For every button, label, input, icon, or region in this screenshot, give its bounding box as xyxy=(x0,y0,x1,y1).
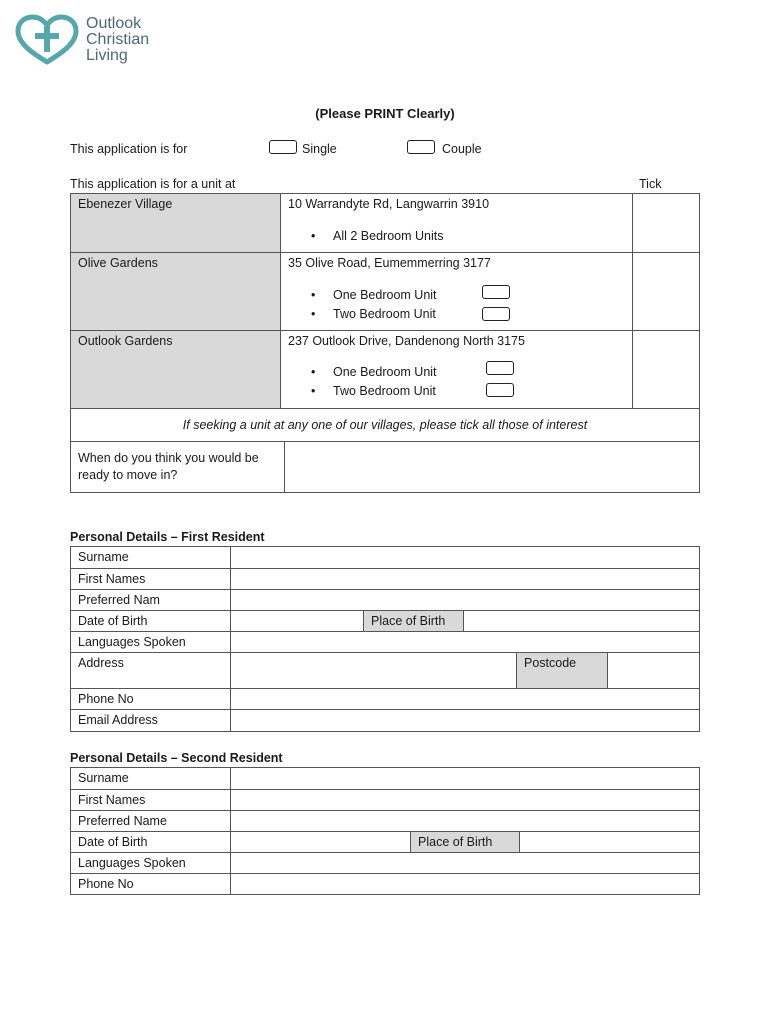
logo xyxy=(14,12,174,66)
first-names-field[interactable] xyxy=(230,568,699,589)
surname-field[interactable] xyxy=(230,768,699,789)
email-field[interactable] xyxy=(230,709,699,731)
move-in-answer-field[interactable] xyxy=(284,441,699,492)
postcode-field[interactable] xyxy=(607,652,699,689)
logo-line-2: Christian xyxy=(86,31,150,48)
tick-header: Tick xyxy=(639,177,662,191)
dob-field[interactable] xyxy=(230,610,364,632)
single-label: Single xyxy=(302,142,337,156)
village-address: 237 Outlook Drive, Dandenong North 3175 xyxy=(288,334,525,348)
unit-table: Ebenezer Village 10 Warrandyte Rd, Langwarrin 3910 • All 2 Bedroom Units Olive Gardens 35 Olive Road, Eumemmerring 3177 • One Bedroom Unit • Two Bedroom Unit Outlook Gardens 237 Outlook Drive, Dandenong North 3175 • One Bedroom Unit • Two Bedroom Unit If seeking a unit at any one of our villages, please tick all those of interest When do you think you would be ready to move in? xyxy=(70,193,700,493)
preferred-name-label: Preferred Name xyxy=(71,810,231,832)
postcode-label: Postcode xyxy=(516,652,608,689)
page-title: (Please PRINT Clearly) xyxy=(315,106,455,121)
village-address: 10 Warrandyte Rd, Langwarrin 3910 xyxy=(288,197,490,211)
place-of-birth-field[interactable] xyxy=(519,831,699,853)
phone-field[interactable] xyxy=(230,688,699,710)
dob-label: Date of Birth xyxy=(71,831,231,853)
address-field[interactable] xyxy=(230,652,517,689)
single-checkbox[interactable] xyxy=(269,140,297,154)
first-names-field[interactable] xyxy=(230,789,699,810)
languages-field[interactable] xyxy=(230,631,699,653)
phone-field[interactable] xyxy=(230,873,699,894)
second-resident-title: Personal Details – Second Resident xyxy=(70,751,283,765)
surname-label: Surname xyxy=(78,771,129,785)
heart-cross-icon xyxy=(14,14,80,66)
village-address: 35 Olive Road, Eumemmerring 3177 xyxy=(288,256,491,270)
surname-label: Surname xyxy=(78,550,129,564)
place-of-birth-field[interactable] xyxy=(463,610,699,632)
dob-field[interactable] xyxy=(230,831,411,853)
logo-line-1: Outlook xyxy=(86,15,142,32)
second-resident-table xyxy=(70,767,700,895)
phone-label: Phone No xyxy=(71,873,231,894)
unit-checkbox[interactable] xyxy=(482,307,510,321)
village-name-olive: Olive Gardens xyxy=(71,252,281,331)
logo-line-3: Living xyxy=(86,47,128,64)
application-for-label: This application is for xyxy=(70,142,188,156)
first-resident-title: Personal Details – First Resident xyxy=(70,530,265,544)
preferred-name-label: Preferred Nam xyxy=(71,589,231,611)
village-note: If seeking a unit at any one of our villages, please tick all those of interest xyxy=(71,408,699,442)
unit-section-label: This application is for a unit at xyxy=(70,177,236,191)
preferred-name-field[interactable] xyxy=(230,810,699,832)
village-name-outlook: Outlook Gardens xyxy=(71,330,281,409)
first-names-label: First Names xyxy=(71,789,231,810)
couple-label: Couple xyxy=(442,142,482,156)
village-info-ebenezer xyxy=(280,194,633,253)
unit-checkbox[interactable] xyxy=(486,383,514,397)
dob-label: Date of Birth xyxy=(71,610,231,632)
first-resident-table xyxy=(70,546,700,732)
tick-cell-olive[interactable] xyxy=(632,252,700,331)
place-of-birth-label: Place of Birth xyxy=(363,610,464,632)
languages-label: Languages Spoken xyxy=(71,852,231,874)
phone-label: Phone No xyxy=(71,688,231,710)
couple-checkbox[interactable] xyxy=(407,140,435,154)
tick-cell-outlook[interactable] xyxy=(632,330,700,409)
languages-field[interactable] xyxy=(230,852,699,874)
unit-checkbox[interactable] xyxy=(482,285,510,299)
tick-cell-ebenezer[interactable] xyxy=(632,194,700,253)
move-in-question: When do you think you would be ready to move in? xyxy=(71,441,285,492)
unit-checkbox[interactable] xyxy=(486,361,514,375)
languages-label: Languages Spoken xyxy=(71,631,231,653)
place-of-birth-label: Place of Birth xyxy=(410,831,520,853)
address-label: Address xyxy=(71,652,231,689)
village-name-ebenezer: Ebenezer Village xyxy=(71,194,281,253)
first-names-label: First Names xyxy=(71,568,231,589)
preferred-name-field[interactable] xyxy=(230,589,699,611)
surname-field[interactable] xyxy=(230,547,699,568)
email-label: Email Address xyxy=(71,709,231,731)
